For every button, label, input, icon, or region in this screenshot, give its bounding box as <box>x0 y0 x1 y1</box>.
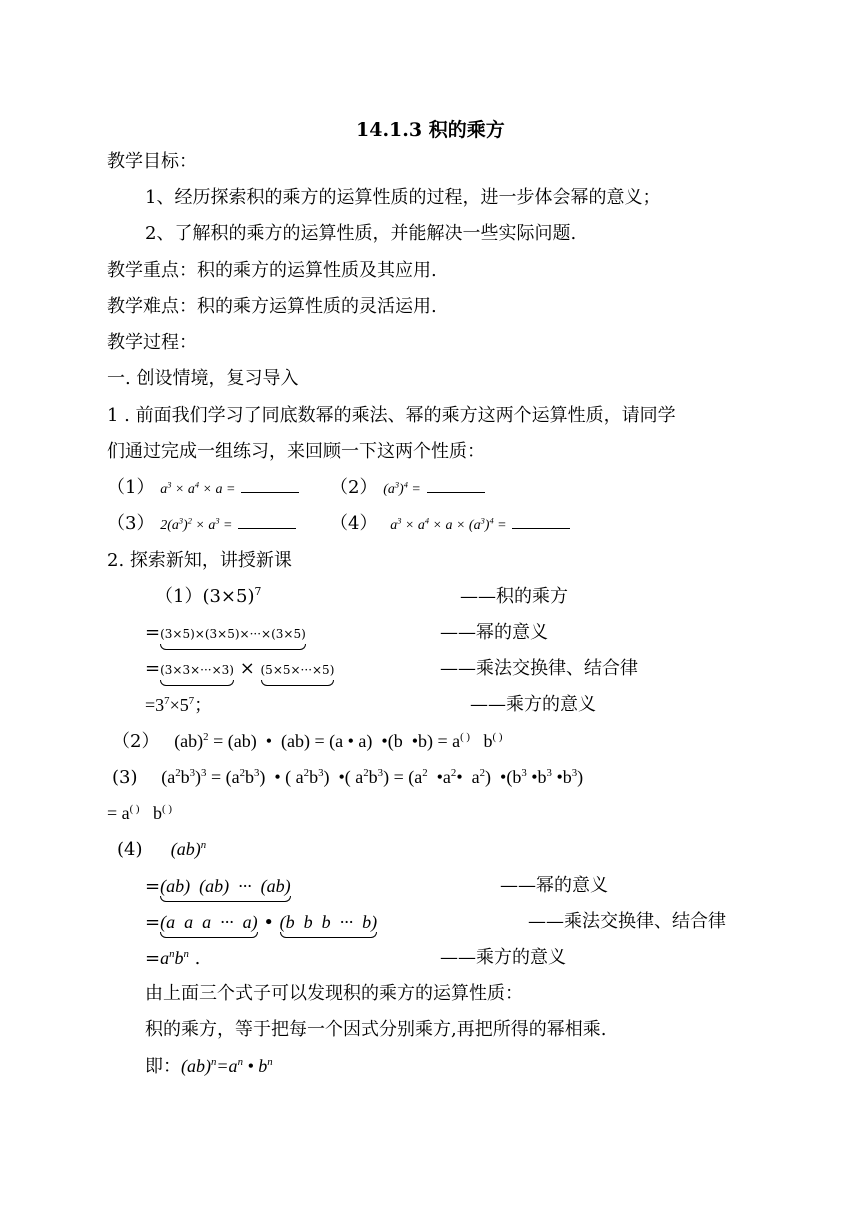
exercise-4-blank[interactable] <box>512 514 570 529</box>
step-3-label: (3) <box>112 767 138 788</box>
step-4-line-3: $=a^nb^n$ . <box>145 947 201 969</box>
exercise-2 <box>330 476 485 502</box>
step-1-line-1 <box>155 585 261 609</box>
exercise-4-expr: $a^3 \times a^4 \times a \times (a^3)^4$ = <box>383 516 507 533</box>
step-1-exponent: 7 <box>254 584 262 598</box>
rule-formula: 即：$(ab)^n=a^n$ • $b^n$ <box>145 1055 273 1077</box>
exercise-1-expr: $a^3 \times a^4 \times a$ = <box>160 480 236 497</box>
exercise-1 <box>107 476 299 502</box>
step-3-line-1: (3) $(a^2b^3)^3 = (a^2b^3)$ • ( $a^2b^3$) •( $a^2b^3) = (a^2$ $•a^2•$ $a^2$) $•(b^3$ $•b^3$ $•b^3$) <box>112 766 584 788</box>
step-1-line-2-expr: (3×5)×(3×5)×···×(3×5) <box>160 622 306 646</box>
formula-prefix: 即： <box>145 1056 181 1077</box>
step-1-line-3-a: (3×3×···×3) <box>160 658 234 682</box>
step-4-label: (4) <box>117 839 143 860</box>
step-4-note-3: ——乘方的意义 <box>440 947 566 968</box>
goal-1: 1、经历探索积的乘方的运算性质的过程，进一步体会幂的意义； <box>145 187 661 208</box>
step-4-line-2-b: (b b b ··· b) <box>279 912 378 932</box>
step-4-line-1-expr: (ab) (ab) ··· (ab) <box>160 876 291 896</box>
step-1-line-2: =(3×5)×(3×5)×···×(3×5) <box>145 621 306 646</box>
goals-heading: 教学目标： <box>107 151 197 172</box>
step-4-line-0: (4) (ab)$^n$ <box>117 838 207 860</box>
step-1-note-2: ——幂的意义 <box>440 622 548 643</box>
step-1-note-4: ——乘方的意义 <box>470 694 596 715</box>
step-4-note-2: ——乘法交换律、结合律 <box>528 911 726 932</box>
step-4-line-1: =(ab) (ab) ··· (ab) <box>145 876 291 897</box>
exercise-2-label: （2） <box>330 477 378 498</box>
exercise-3-blank[interactable] <box>238 514 296 529</box>
section-1-heading: 一. 创设情境，复习导入 <box>107 368 299 389</box>
rule-statement: 积的乘方，等于把每一个因式分别乘方,再把所得的幂相乘. <box>145 1019 607 1040</box>
page-title: 14.1.3 积的乘方 <box>356 119 505 141</box>
exercise-4 <box>330 512 570 538</box>
process-heading: 教学过程： <box>107 332 197 353</box>
exercise-2-blank[interactable] <box>427 478 485 493</box>
section-2-heading: 2. 探索新知，讲授新课 <box>107 550 292 571</box>
step-1-line-3-b: (5×5×···×5) <box>261 658 335 682</box>
difficulty: 教学难点：积的乘方运算性质的灵活运用. <box>107 296 437 317</box>
step-4-line-2: =(a a a ··· a) • (b b b ··· b) <box>145 912 378 933</box>
intro-line-2: 们通过完成一组练习，来回顾一下这两个性质： <box>107 441 485 462</box>
step-3-line-2: = a( ) b( ) <box>107 802 172 823</box>
step-2-label: （2） <box>112 731 160 752</box>
step-1-note-3: ——乘法交换律、结合律 <box>440 658 638 679</box>
step-2-line: （2） (ab)$^2$ = (ab) • (ab) = (a • a) •(b •b) = a( ) b( ) <box>112 730 503 752</box>
key-point: 教学重点：积的乘方的运算性质及其应用. <box>107 260 437 281</box>
exercise-1-label: （1） <box>107 477 155 498</box>
exercise-4-label: （4） <box>330 513 378 534</box>
goal-2: 2、了解积的乘方的运算性质，并能解决一些实际问题. <box>145 223 577 244</box>
step-4-note-1: ——幂的意义 <box>500 875 608 896</box>
exercise-3 <box>107 512 296 538</box>
exercise-2-expr: $(a^3)^4$ = <box>383 480 421 497</box>
exercise-3-label: （3） <box>107 513 155 534</box>
exercise-1-blank[interactable] <box>241 478 299 493</box>
step-1-line-4: $=3^7\times 5^7$； <box>145 694 213 715</box>
step-4-line-2-a: (a a a ··· a) <box>160 912 258 932</box>
step-1-note-1: ——积的乘方 <box>460 586 568 607</box>
conclusion-intro: 由上面三个式子可以发现积的乘方的运算性质： <box>145 983 523 1004</box>
intro-line-1: 1 . 前面我们学习了同底数幂的乘法、幂的乘方这两个运算性质，请同学 <box>107 405 676 426</box>
exercise-3-expr: $2(a^3)^2 \times a^3$ = <box>160 516 233 533</box>
step-1-line-3: =(3×3×···×3) × (5×5×···×5) <box>145 657 334 682</box>
step-1-expr: （1）(3×5) <box>155 586 255 607</box>
